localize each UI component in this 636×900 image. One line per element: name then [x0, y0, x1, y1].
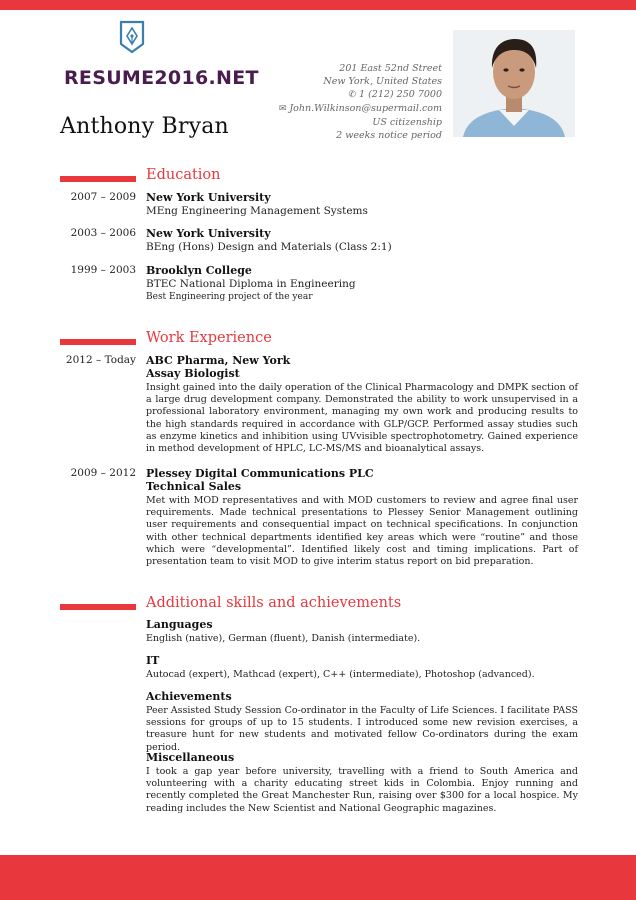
skill-item: [146, 690, 578, 754]
bottom-accent-bar: [0, 855, 636, 900]
person-name: Anthony Bryan: [60, 114, 229, 139]
phone-line: [279, 88, 442, 102]
skills-section-title: Additional skills and achievements: [146, 595, 402, 611]
contact-block: [279, 62, 442, 142]
skill-heading: Miscellaneous: [146, 751, 235, 764]
skill-text: Autocad (expert), Mathcad (expert), C++ (intermediate), Photoshop (advanced).: [146, 669, 535, 680]
profile-photo: [453, 30, 575, 137]
phone-text: 1 (212) 250 7000: [359, 89, 442, 100]
notice-period-text: 2 weeks notice period: [336, 130, 442, 141]
pen-nib-badge-icon: [118, 20, 146, 54]
institution-name: New York University: [146, 227, 271, 240]
address-line-1: 201 East 52nd Street: [339, 63, 442, 74]
logo-text: RESUME2016.NET: [64, 67, 259, 89]
skills-section-bar: [60, 604, 136, 610]
skill-text: English (native), German (fluent), Danish (intermediate).: [146, 633, 421, 644]
education-section-bar: [60, 176, 136, 182]
work-section-bar: [60, 339, 136, 345]
skill-heading: IT: [146, 654, 160, 667]
degree-text: MEng Engineering Management Systems: [146, 205, 368, 217]
email-text[interactable]: John.Wilkinson@supermail.com: [289, 103, 442, 114]
job-role: Technical Sales: [146, 480, 242, 493]
skill-text: I took a gap year before university, travelling with a friend to South America and volunteering with a charity educating street kids in Colombia. Enjoy running and recently completed the Great Manchester Run, raising over $300 for a local hospice. My reading includes the New Scientist and National Geographic magazines.: [146, 766, 578, 814]
job-description: Met with MOD representatives and with MOD customers to review and agree final user requirements. Made technical presentations to Plessey Senior Management outlining user requirements and consequential impact on technical specifications. In conjunction with other technical departments identified key areas which were “routine” and those which were “developmental”. Identified likely cost and timing implications. Part of presentation team to visit MOD to give interim status report on bid preparation.: [146, 495, 578, 568]
address-line-2: New York, United States: [323, 76, 442, 87]
entry-date: 2007 – 2009: [70, 191, 136, 203]
education-note: Best Engineering project of the year: [146, 292, 313, 302]
entry-date: 2003 – 2006: [70, 227, 136, 239]
phone-icon: ✆: [348, 90, 357, 100]
skill-item: [146, 654, 578, 681]
education-section-title: Education: [146, 167, 221, 183]
top-accent-bar: [0, 0, 636, 10]
email-line[interactable]: [279, 102, 442, 116]
entry-date: 2009 – 2012: [70, 467, 136, 479]
envelope-icon: ✉: [278, 104, 287, 114]
skill-heading: Achievements: [146, 690, 232, 703]
job-description: Insight gained into the daily operation of the Clinical Pharmacology and DMPK section of a large drug development company. Demonstrated the ability to work unsupervised in a professional laboratory environment, managing my own work and producing results to the high standards required in accordance with GLP/GCP. Performed assay studies such as enzyme kinetics and inhibition using UVvisible spectrophotometry. Gained experience in method development of HPLC, LC-MS/MS and bioanalytical assays.: [146, 382, 578, 455]
entry-date: 1999 – 2003: [70, 264, 136, 276]
skill-item: [146, 751, 578, 815]
institution-name: Brooklyn College: [146, 264, 252, 277]
citizenship-text: US citizenship: [372, 117, 442, 128]
skill-text: Peer Assisted Study Session Co-ordinator in the Faculty of Life Sciences. I facilitate PASS sessions for groups of up to 15 students. I introduced some new revision exercises, a treasure hunt for new students and motivated fellow Co-ordinators during the exam period.: [146, 705, 578, 753]
company-name: Plessey Digital Communications PLC: [146, 467, 374, 480]
institution-name: New York University: [146, 191, 271, 204]
job-role: Assay Biologist: [146, 367, 240, 380]
degree-text: BTEC National Diploma in Engineering: [146, 278, 356, 290]
degree-text: BEng (Hons) Design and Materials (Class 2:1): [146, 241, 392, 253]
work-section-title: Work Experience: [146, 330, 272, 346]
company-name: ABC Pharma, New York: [146, 354, 291, 367]
skill-heading: Languages: [146, 618, 213, 631]
entry-date: 2012 – Today: [65, 354, 136, 366]
skill-item: [146, 618, 578, 645]
